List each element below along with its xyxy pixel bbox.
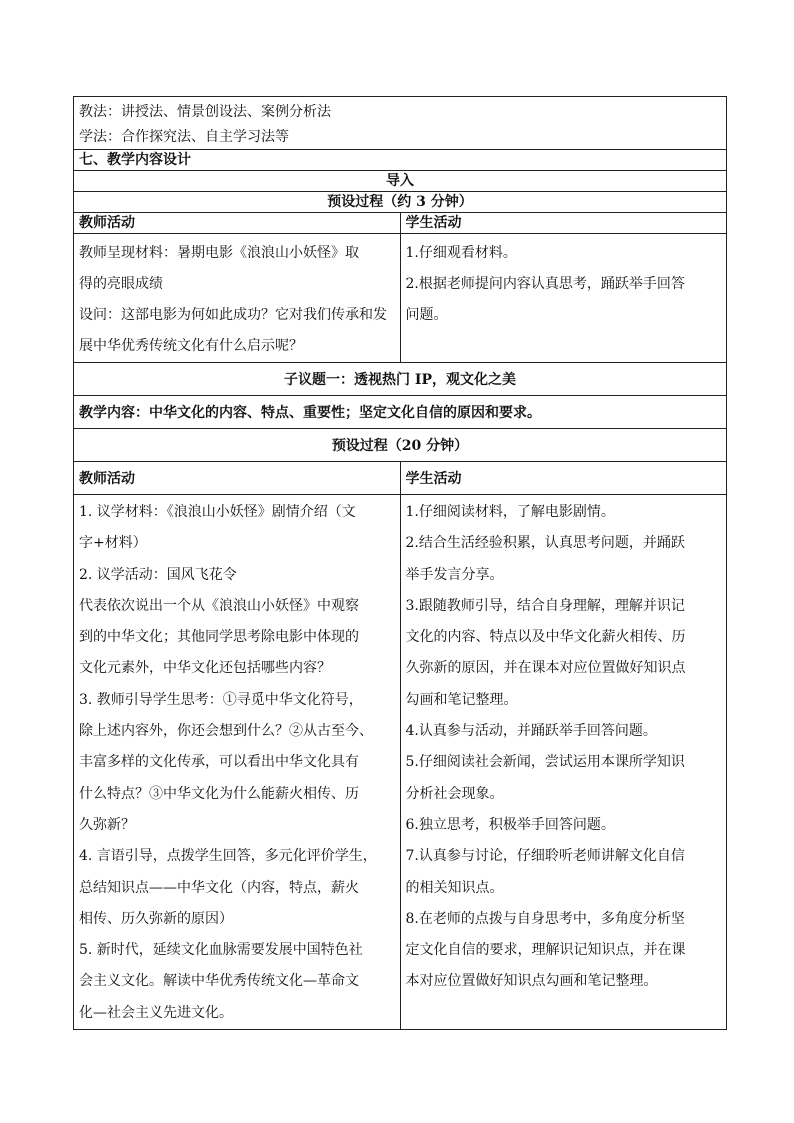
topic1-process-title: 预设过程（20 分钟） (331, 438, 469, 454)
topic1-teacher-line: 总结知识点——中华文化（内容，特点，薪火 (79, 879, 359, 896)
student-activity-header: 学生活动 (405, 215, 462, 231)
topic1-teacher-line: 4. 言语引导，点拨学生回答，多元化评价学生， (79, 848, 377, 865)
topic1-teacher-line: 到的中华文化；其他同学思考除电影中体现的 (79, 629, 359, 646)
topic1-student-line: 勾画和笔记整理。 (405, 691, 518, 708)
topic1-teacher-line: 代表依次说出一个从《浪浪山小妖怪》中观察 (79, 597, 359, 614)
topic1-process-row (74, 429, 727, 462)
topic1-student-line: 4.认真参与活动，并踊跃举手回答问题。 (405, 723, 657, 740)
topic1-student-line: 8.在老师的点拨与自身思考中，多角度分析坚 (405, 910, 685, 927)
lesson-plan-table (73, 96, 727, 1030)
learning-methods: 学法：合作探究法、自主学习法等 (79, 129, 289, 145)
intro-process-title: 预设过程（约 3 分钟） (327, 194, 473, 210)
topic1-title-row (74, 363, 727, 396)
intro-student-line: 1.仔细观看材料。 (405, 245, 517, 261)
intro-header-row (74, 213, 727, 234)
teacher-activity-header: 教师活动 (79, 215, 135, 231)
intro-student-line: 2.根据老师提问内容认真思考，踊跃举手回答 (405, 276, 685, 292)
topic1-teacher-line: 什么特点？③中华文化为什么能薪火相传、历 (79, 785, 359, 802)
topic1-student-line: 6.独立思考，积极举手回答问题。 (405, 816, 615, 833)
section-title: 七、教学内容设计 (79, 152, 191, 168)
student-activity-header: 学生活动 (405, 471, 462, 487)
teacher-activity-header: 教师活动 (79, 471, 135, 487)
topic1-student-line: 久弥新的原因，并在课本对应位置做好知识点 (405, 660, 686, 677)
topic1-student-line: 本对应位置做好知识点勾画和笔记整理。 (405, 973, 658, 990)
topic1-teacher-line: 相传、历久弥新的原因） (79, 910, 233, 927)
topic1-student-line: 2.结合生活经验积累，认真思考问题，并踊跃 (405, 535, 685, 552)
topic1-student-line: 文化的内容、特点以及中华文化薪火相传、历 (405, 629, 686, 646)
topic1-student-line: 的相关知识点。 (405, 879, 504, 896)
topic1-student-line: 3.跟随教师引导，结合自身理解，理解并识记 (405, 597, 685, 614)
topic1-teacher-line: 5. 新时代，延续文化血脉需要发展中国特色社 (79, 942, 363, 959)
topic1-student-line: 分析社会现象。 (405, 785, 504, 802)
topic1-teacher-line: 文化元素外，中华文化还包括哪些内容？ (79, 660, 331, 677)
intro-title: 导入 (386, 173, 414, 189)
topic1-teacher-line: 久弥新？ (79, 816, 135, 833)
intro-teacher-line: 教师呈现材料：暑期电影《浪浪山小妖怪》取 (79, 245, 359, 261)
topic1-student-line: 5.仔细阅读社会新闻，尝试运用本课所学知识 (405, 754, 685, 771)
topic1-body-row (74, 495, 727, 1030)
teaching-methods: 教法：讲授法、情景创设法、案例分析法 (79, 104, 331, 120)
topic1-teacher-line: 会主义文化。解读中华优秀传统文化—革命文 (79, 973, 359, 990)
topic1-student-line: 7.认真参与讨论，仔细聆听老师讲解文化自信 (405, 848, 685, 865)
topic1-content: 教学内容：中华文化的内容、特点、重要性；坚定文化自信的原因和要求。 (79, 405, 541, 421)
topic1-teacher-line: 3. 教师引导学生思考：①寻觅中华文化符号， (79, 691, 363, 708)
intro-body-row (74, 234, 727, 363)
topic1-teacher-line: 化—社会主义先进文化。 (79, 1004, 233, 1021)
topic1-teacher-line: 除上述内容外，你还会想到什么？②从古至今、 (79, 723, 373, 740)
intro-title-row (74, 171, 727, 192)
topic1-student-line: 定文化自信的要求，理解识记知识点，并在课 (405, 942, 686, 959)
intro-teacher-line: 得的亮眼成绩 (79, 276, 163, 292)
topic1-student-line: 1.仔细阅读材料，了解电影剧情。 (405, 504, 615, 520)
methods-row (74, 97, 727, 150)
topic1-student-line: 举手发言分享。 (405, 566, 504, 583)
topic1-teacher-line: 1. 议学材料：《浪浪山小妖怪》剧情介绍（文 (79, 504, 356, 520)
topic1-teacher-line: 2. 议学活动：国风飞花令 (79, 566, 237, 583)
topic1-teacher-line: 字+材料） (79, 535, 147, 552)
intro-student-line: 问题。 (405, 307, 448, 323)
topic1-content-row (74, 396, 727, 429)
section-title-row (74, 150, 727, 171)
topic1-header-row (74, 462, 727, 495)
intro-teacher-line: 展中华优秀传统文化有什么启示呢？ (79, 338, 303, 354)
topic1-title: 子议题一：透视热门 IP，观文化之美 (284, 372, 516, 388)
intro-teacher-line: 设问：这部电影为何如此成功？它对我们传承和发 (79, 307, 387, 323)
intro-process-row (74, 192, 727, 213)
topic1-teacher-line: 丰富多样的文化传承，可以看出中华文化具有 (79, 754, 359, 771)
